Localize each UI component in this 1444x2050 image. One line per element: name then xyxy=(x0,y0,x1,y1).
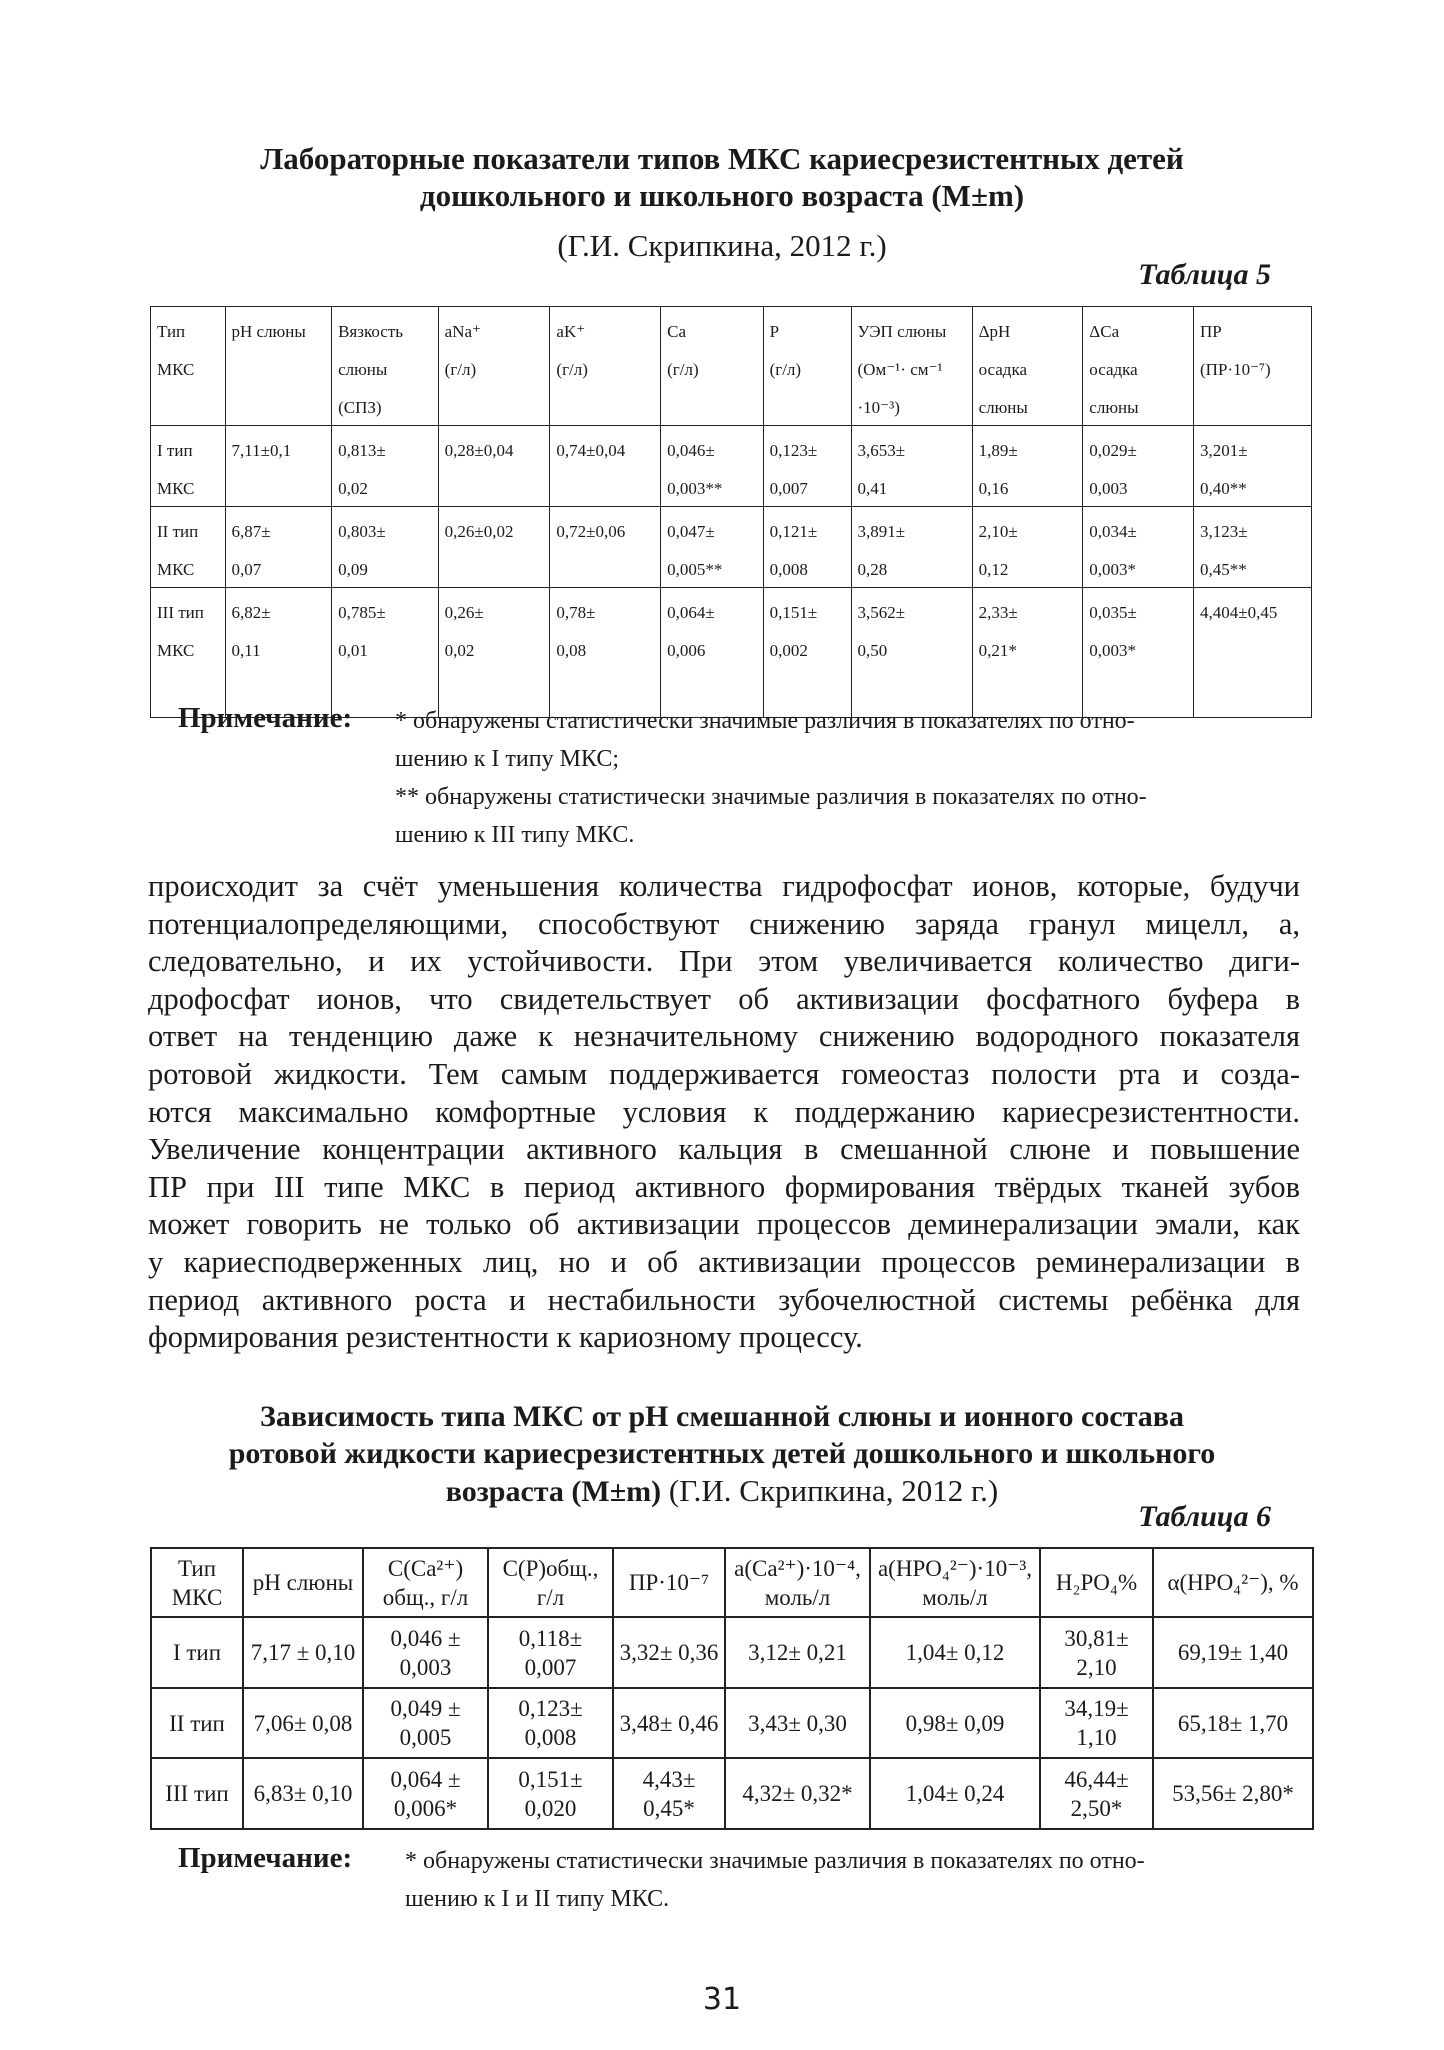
body-line: происходит за счёт уменьшения количества гидрофосфат ионов, которые, будучи xyxy=(148,869,1300,903)
table5-title-line2: дошкольного и школьного возраста (М±m) xyxy=(419,178,1025,213)
body-line: дрофосфат ионов, что свидетельствует об активизации фосфатного буфера в xyxy=(148,981,1300,1016)
t6-cell: 3,12± 0,21 xyxy=(725,1617,870,1688)
t6-header-cell: C(P)общ., г/л xyxy=(488,1548,613,1617)
t6-cell: 65,18± 1,70 xyxy=(1153,1688,1313,1759)
t5-cell: 0,035± 0,003* xyxy=(1083,588,1194,718)
body-paragraph xyxy=(148,868,1300,1357)
t5-cell: 7,11±0,1 xyxy=(225,426,332,507)
t5-cell: 0,72±0,06 xyxy=(550,507,661,588)
table5-author: (Г.И. Скрипкина, 2012 г.) xyxy=(557,228,887,263)
table-row xyxy=(151,1688,1313,1759)
t5-h10: ПР (ПР·10⁻⁷) xyxy=(1194,307,1312,426)
t6-cell: 0,118± 0,007 xyxy=(488,1617,613,1688)
t5-cell: 0,064± 0,006 xyxy=(661,588,763,718)
table5-note-line: шению к I типу МКС; xyxy=(395,746,620,772)
body-line: следовательно, и их устойчивости. При этом увеличивается количество диги- xyxy=(148,944,1300,979)
t6-header-cell: a(HPO₄²⁻)·10⁻³, моль/л xyxy=(870,1548,1040,1617)
t6-cell: II тип xyxy=(151,1688,243,1759)
t5-cell: 0,123± 0,007 xyxy=(763,426,851,507)
table6-header-row xyxy=(151,1548,1313,1617)
table6-note-label: Примечание: xyxy=(178,1842,353,1874)
t5-cell: 0,047± 0,005** xyxy=(661,507,763,588)
t5-cell: 0,151± 0,002 xyxy=(763,588,851,718)
t5-cell: 6,87± 0,07 xyxy=(225,507,332,588)
t5-cell: 6,82± 0,11 xyxy=(225,588,332,718)
t5-h4: aK⁺ (г/л) xyxy=(550,307,661,426)
t5-h6: P (г/л) xyxy=(763,307,851,426)
page-number: 31 xyxy=(702,1982,742,2017)
t5-cell: 0,034± 0,003* xyxy=(1083,507,1194,588)
t5-cell: 2,33± 0,21* xyxy=(972,588,1083,718)
t6-header-cell: a(Ca²⁺)·10⁻⁴, моль/л xyxy=(725,1548,870,1617)
t6-header-cell: ПР·10⁻⁷ xyxy=(613,1548,725,1617)
t5-cell: 0,803± 0,09 xyxy=(332,507,439,588)
t6-cell: 1,04± 0,24 xyxy=(870,1758,1040,1829)
table6 xyxy=(150,1547,1314,1830)
table5-note-line: шению к III типу МКС. xyxy=(395,822,635,848)
table-row xyxy=(151,1617,1313,1688)
t6-cell: 1,04± 0,12 xyxy=(870,1617,1040,1688)
table6-note-line: * обнаружены статистически значимые различия в показателях по отно- xyxy=(405,1848,1145,1874)
t5-h1: pH слюны xyxy=(225,307,332,426)
t5-cell: 3,201± 0,40** xyxy=(1194,426,1312,507)
table-row xyxy=(151,588,1312,718)
t6-cell: 0,123± 0,008 xyxy=(488,1688,613,1759)
t5-h2: Вязкость слюны (СПЗ) xyxy=(332,307,439,426)
body-line: потенциалопределяющими, способствуют снижению заряда гранул мицелл, а, xyxy=(148,906,1300,941)
table-row xyxy=(151,1758,1313,1829)
t6-cell: 0,151± 0,020 xyxy=(488,1758,613,1829)
t6-header-cell: α(HPO₄²⁻), % xyxy=(1153,1548,1313,1617)
t5-cell: 2,10± 0,12 xyxy=(972,507,1083,588)
t5-h0: Тип МКС xyxy=(151,307,226,426)
t5-cell: 3,562± 0,50 xyxy=(851,588,972,718)
table6-title-line3: возраста (М±m) (Г.И. Скрипкина, 2012 г.) xyxy=(445,1473,999,1508)
t5-cell: 0,78± 0,08 xyxy=(550,588,661,718)
t6-header-cell: pH слюны xyxy=(243,1548,363,1617)
body-line: ротовой жидкости. Тем самым поддерживается гомеостаз полости рта и созда- xyxy=(148,1056,1300,1091)
t6-cell: 34,19± 1,10 xyxy=(1040,1688,1153,1759)
t6-cell: 3,43± 0,30 xyxy=(725,1688,870,1759)
t5-cell: I тип МКС xyxy=(151,426,226,507)
t5-cell: 0,785± 0,01 xyxy=(332,588,439,718)
body-line: может говорить не только об активизации процессов деминерализации эмали, как xyxy=(148,1207,1300,1242)
t6-cell: 46,44± 2,50* xyxy=(1040,1758,1153,1829)
t6-cell: 3,48± 0,46 xyxy=(613,1688,725,1759)
t5-cell: 3,653± 0,41 xyxy=(851,426,972,507)
t5-cell: 0,813± 0,02 xyxy=(332,426,439,507)
body-line: период активного роста и нестабильности зубочелюстной системы ребёнка для xyxy=(148,1282,1300,1317)
t6-cell: 3,32± 0,36 xyxy=(613,1617,725,1688)
t6-cell: III тип xyxy=(151,1758,243,1829)
body-line: ПР при III типе МКС в период активного формирования твёрдых тканей зубов xyxy=(148,1169,1300,1204)
body-line: у кариесподверженных лиц, но и об активизации процессов реминерализации в xyxy=(148,1244,1300,1279)
t6-cell: 53,56± 2,80* xyxy=(1153,1758,1313,1829)
body-line: Увеличение концентрации активного кальция в смешанной слюне и повышение xyxy=(148,1132,1300,1167)
t5-h5: Ca (г/л) xyxy=(661,307,763,426)
table5-label: Таблица 5 xyxy=(1138,258,1271,291)
table-row xyxy=(151,426,1312,507)
table5-title xyxy=(150,140,1294,214)
t6-cell: 0,049 ± 0,005 xyxy=(363,1688,488,1759)
t6-cell: I тип xyxy=(151,1617,243,1688)
t5-h9: ΔCa осадка слюны xyxy=(1083,307,1194,426)
t5-cell: II тип МКС xyxy=(151,507,226,588)
t5-h7: УЭП слюны (Ом⁻¹· см⁻¹ ·10⁻³) xyxy=(851,307,972,426)
t5-cell: 0,28±0,04 xyxy=(438,426,550,507)
table6-title xyxy=(150,1398,1294,1510)
t6-header-cell: Тип МКС xyxy=(151,1548,243,1617)
t6-cell: 6,83± 0,10 xyxy=(243,1758,363,1829)
table6-title-line1: Зависимость типа МКС от pH смешанной слюны и ионного состава xyxy=(259,1400,1184,1433)
t5-cell: 0,74±0,04 xyxy=(550,426,661,507)
t5-h8: ΔpH осадка слюны xyxy=(972,307,1083,426)
t5-cell: III тип МКС xyxy=(151,588,226,718)
table5-note-label: Примечание: xyxy=(178,702,353,734)
t5-cell: 0,029± 0,003 xyxy=(1083,426,1194,507)
t6-cell: 4,43± 0,45* xyxy=(613,1758,725,1829)
table6-note-line: шению к I и II типу МКС. xyxy=(405,1886,670,1912)
table5 xyxy=(150,306,1312,718)
t6-cell: 0,98± 0,09 xyxy=(870,1688,1040,1759)
t5-cell: 1,89± 0,16 xyxy=(972,426,1083,507)
t5-cell: 4,404±0,45 xyxy=(1194,588,1312,718)
t6-header-cell: H₂PO₄% xyxy=(1040,1548,1153,1617)
table5-note-line: ** обнаружены статистически значимые различия в показателях по отно- xyxy=(395,784,1147,810)
table6-label: Таблица 6 xyxy=(1138,1500,1271,1533)
t5-cell: 0,046± 0,003** xyxy=(661,426,763,507)
t5-cell: 3,891± 0,28 xyxy=(851,507,972,588)
table6-title-line2: ротовой жидкости кариесрезистентных детей дошкольного и школьного xyxy=(228,1437,1216,1470)
body-line: формирования резистентности к кариозному процессу. xyxy=(148,1320,863,1355)
t6-header-cell: C(Ca²⁺) общ., г/л xyxy=(363,1548,488,1617)
t5-cell: 3,123± 0,45** xyxy=(1194,507,1312,588)
table5-note xyxy=(395,702,1300,854)
table5-title-line1: Лабораторные показатели типов МКС кариесрезистентных детей xyxy=(260,141,1184,176)
t6-cell: 0,046 ± 0,003 xyxy=(363,1617,488,1688)
t5-cell: 0,26± 0,02 xyxy=(438,588,550,718)
body-line: ответ на тенденцию даже к незначительному снижению водородного показателя xyxy=(148,1019,1300,1054)
t6-cell: 7,06± 0,08 xyxy=(243,1688,363,1759)
t5-h3: aNa⁺ (г/л) xyxy=(438,307,550,426)
t5-cell: 0,26±0,02 xyxy=(438,507,550,588)
t6-cell: 69,19± 1,40 xyxy=(1153,1617,1313,1688)
body-line: ются максимально комфортные условия к поддержанию кариесрезистентности. xyxy=(148,1094,1300,1129)
t6-cell: 30,81± 2,10 xyxy=(1040,1617,1153,1688)
t6-cell: 7,17 ± 0,10 xyxy=(243,1617,363,1688)
t5-cell: 0,121± 0,008 xyxy=(763,507,851,588)
table5-note-line: * обнаружены статистически значимые различия в показателях по отно- xyxy=(395,708,1135,734)
table-row xyxy=(151,507,1312,588)
table6-note xyxy=(405,1842,1300,1918)
table5-header-row xyxy=(151,307,1312,426)
t6-cell: 4,32± 0,32* xyxy=(725,1758,870,1829)
t6-cell: 0,064 ± 0,006* xyxy=(363,1758,488,1829)
